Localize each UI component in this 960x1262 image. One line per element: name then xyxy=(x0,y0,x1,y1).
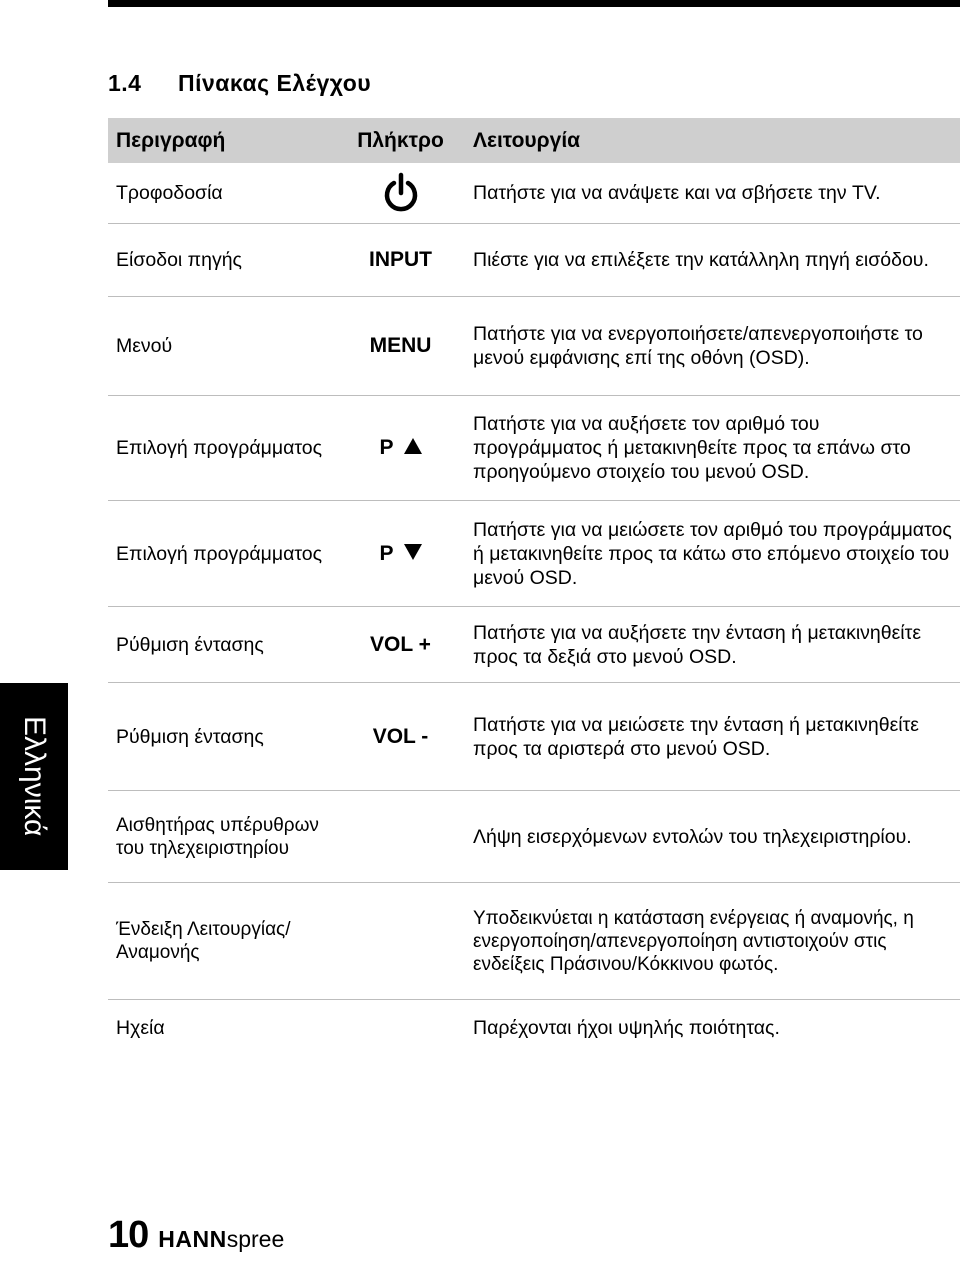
table-row xyxy=(108,883,960,1000)
table-row xyxy=(108,163,960,224)
row-key xyxy=(328,436,473,460)
row-function: Πιέστε για να επιλέξετε την κατάλληλη πηγή εισόδου. xyxy=(473,249,929,271)
row-function: Παρέχονται ήχοι υψηλής ποιότητας. xyxy=(473,1017,780,1039)
row-key: VOL + xyxy=(370,632,431,656)
section-title xyxy=(108,70,371,97)
brand-logo xyxy=(158,1226,284,1253)
table-row xyxy=(108,297,960,396)
row-description: Ρύθμιση έντασης xyxy=(116,633,264,656)
row-function: Υποδεικνύεται η κατάσταση ενέργειας ή αναμονής, η ενεργοποίηση/απενεργοποίηση αντιστοιχούν στις ενδείξεις Πράσινου/Κόκκινου φωτός. xyxy=(473,907,914,975)
power-icon xyxy=(382,171,420,215)
table-row xyxy=(108,683,960,791)
header-key: Πλήκτρο xyxy=(357,128,444,152)
row-description: Είσοδοι πηγής xyxy=(116,249,242,271)
table-row xyxy=(108,396,960,501)
section-number: 1.4 xyxy=(108,70,142,96)
row-function: Λήψη εισερχόμενων εντολών του τηλεχειριστηρίου. xyxy=(473,825,912,848)
top-rule xyxy=(108,0,960,7)
language-side-tab xyxy=(0,683,68,870)
row-key-label: P xyxy=(379,436,394,459)
row-description: Ηχεία xyxy=(116,1017,165,1039)
table-row xyxy=(108,501,960,607)
table-row xyxy=(108,1000,960,1056)
row-key xyxy=(328,542,473,566)
brand-bold: HANN xyxy=(158,1226,227,1252)
row-description: Επιλογή προγράμματος xyxy=(116,437,323,459)
row-function: Πατήστε για να μειώσετε την ένταση ή μετακινηθείτε προς τα αριστερά στο μενού OSD. xyxy=(473,713,919,760)
row-description: Τροφοδοσία xyxy=(116,182,223,204)
row-description: Επιλογή προγράμματος xyxy=(116,542,323,565)
row-description: Ρύθμιση έντασης xyxy=(116,725,264,748)
row-key: MENU xyxy=(369,334,432,357)
row-key: VOL - xyxy=(372,724,429,748)
header-description: Περιγραφή xyxy=(116,128,226,152)
brand-light: spree xyxy=(226,1226,285,1252)
control-panel-table xyxy=(108,118,960,1056)
row-function: Πατήστε για να ενεργοποιήσετε/απενεργοποιήστε το μενού εμφάνισης επί της οθόνη (OSD). xyxy=(473,323,923,369)
row-key xyxy=(328,171,473,215)
row-key-label: P xyxy=(379,541,394,565)
table-header xyxy=(108,118,960,163)
row-function: Πατήστε για να αυξήσετε την ένταση ή μετακινηθείτε προς τα δεξιά στο μενού OSD. xyxy=(473,621,922,668)
row-description: Ένδειξη Λειτουργίας/ Αναμονής xyxy=(116,919,291,963)
section-title-text: Πίνακας Ελέγχου xyxy=(178,70,372,96)
row-key: INPUT xyxy=(369,248,432,271)
row-description: Αισθητήρας υπέρυθρων του τηλεχειριστηρίου xyxy=(116,814,319,859)
row-description: Μενού xyxy=(116,335,173,357)
row-function: Πατήστε για να αυξήσετε τον αριθμό του προγράμματος ή μετακινηθείτε προς τα επάνω στο προηγούμενο στοιχείο του μενού OSD. xyxy=(473,413,911,483)
row-function: Πατήστε για να ανάψετε και να σβήσετε την TV. xyxy=(473,182,881,204)
page-footer xyxy=(108,1214,284,1257)
header-function: Λειτουργία xyxy=(473,128,581,152)
triangle-up-icon xyxy=(404,438,422,454)
table-row xyxy=(108,607,960,683)
page-number: 10 xyxy=(108,1214,149,1256)
table-row xyxy=(108,224,960,297)
row-function: Πατήστε για να μειώσετε τον αριθμό του προγράμματος ή μετακινηθείτε προς τα κάτω στο επόμενο στοιχείο του μενού OSD. xyxy=(473,518,952,589)
table-row xyxy=(108,791,960,883)
language-label: Ελληνικά xyxy=(18,716,51,837)
triangle-down-icon xyxy=(404,544,422,560)
